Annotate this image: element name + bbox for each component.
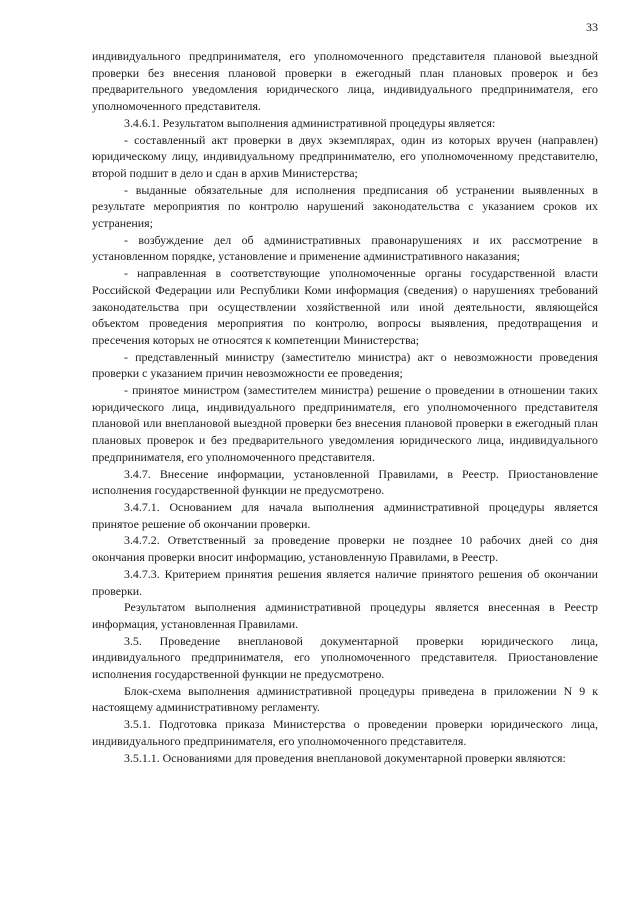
list-item: - направленная в соответствующие уполномоченные органы государственной власти Российской Федерации или Республики Коми информация (сведения) о нарушениях требований законодательства при осуществлении хозяйственной или иной деятельности, являющейся объектом проведения мероприятия по контролю, вопросы выявления, предотвращения и пресечения которых не относятся к компетенции Министерства; [92, 266, 598, 347]
page-number: 33 [586, 20, 598, 34]
list-item: - составленный акт проверки в двух экземплярах, один из которых вручен (направлен) юридическому лицу, индивидуальному предпринимателю, его уполномоченному представителю, второй подшит в дело и сдан в архив Министерства; [92, 132, 598, 180]
paragraph: 3.5. Проведение внеплановой документарной проверки юридического лица, индивидуального предпринимателя, его уполномоченного представителя. Приостановление исполнения государственной функции не предусмотрено. [92, 633, 598, 682]
paragraph: 3.4.7.1. Основанием для начала выполнения административной процедуры является принятое решение об окончании проверки. [92, 499, 598, 531]
document-body [92, 48, 598, 766]
list-item: - принятое министром (заместителем министра) решение о проведении в отношении таких юридического лица, индивидуального предпринимателя, его уполномоченного представителя плановой или внеплановой выездной проверки без внесения плановой проверки в ежегодный план плановых проверок и без предварительного уведомления юридического лица, индивидуального предпринимателя, его уполномоченного представителя. [92, 383, 598, 464]
paragraph: Результатом выполнения административной процедуры является внесенная в Реестр информация, установленная Правилами. [92, 600, 598, 631]
paragraph: индивидуального предпринимателя, его уполномоченного представителя плановой выездной проверки без внесения плановой проверки в ежегодный план плановых проверок и без предварительного уведомления юридического лица, индивидуального предпринимателя, его уполномоченного представителя. [92, 49, 598, 114]
list-item: - возбуждение дел об административных правонарушениях и их рассмотрение в установленном порядке, установление и применение административного наказания; [92, 232, 598, 264]
paragraph: 3.4.7.3. Критерием принятия решения является наличие принятого решения об окончании проверки. [92, 566, 598, 598]
paragraph: 3.4.7. Внесение информации, установленной Правилами, в Реестр. Приостановление исполнения государственной функции не предусмотрено. [92, 466, 598, 498]
paragraph: 3.4.6.1. Результатом выполнения административной процедуры является: [124, 115, 496, 130]
paragraph: 3.5.1.1. Основаниями для проведения внеплановой документарной проверки являются: [124, 750, 566, 765]
list-item: - представленный министру (заместителю министра) акт о невозможности проведения проверки с указанием причин невозможности ее проведения; [92, 349, 598, 381]
paragraph: 3.4.7.2. Ответственный за проведение проверки не позднее 10 рабочих дней со дня окончания проверки вносит информацию, установленную Правилами, в Реестр. [92, 533, 598, 565]
list-item: - выданные обязательные для исполнения предписания об устранении выявленных в результате мероприятия по контролю нарушений законодательства с указанием сроков их устранения; [92, 182, 598, 231]
paragraph: Блок-схема выполнения административной процедуры приведена в приложении N 9 к настоящему административному регламенту. [92, 683, 598, 715]
paragraph: 3.5.1. Подготовка приказа Министерства о проведении проверки юридического лица, индивидуального предпринимателя, его уполномоченного представителя. [92, 717, 598, 748]
